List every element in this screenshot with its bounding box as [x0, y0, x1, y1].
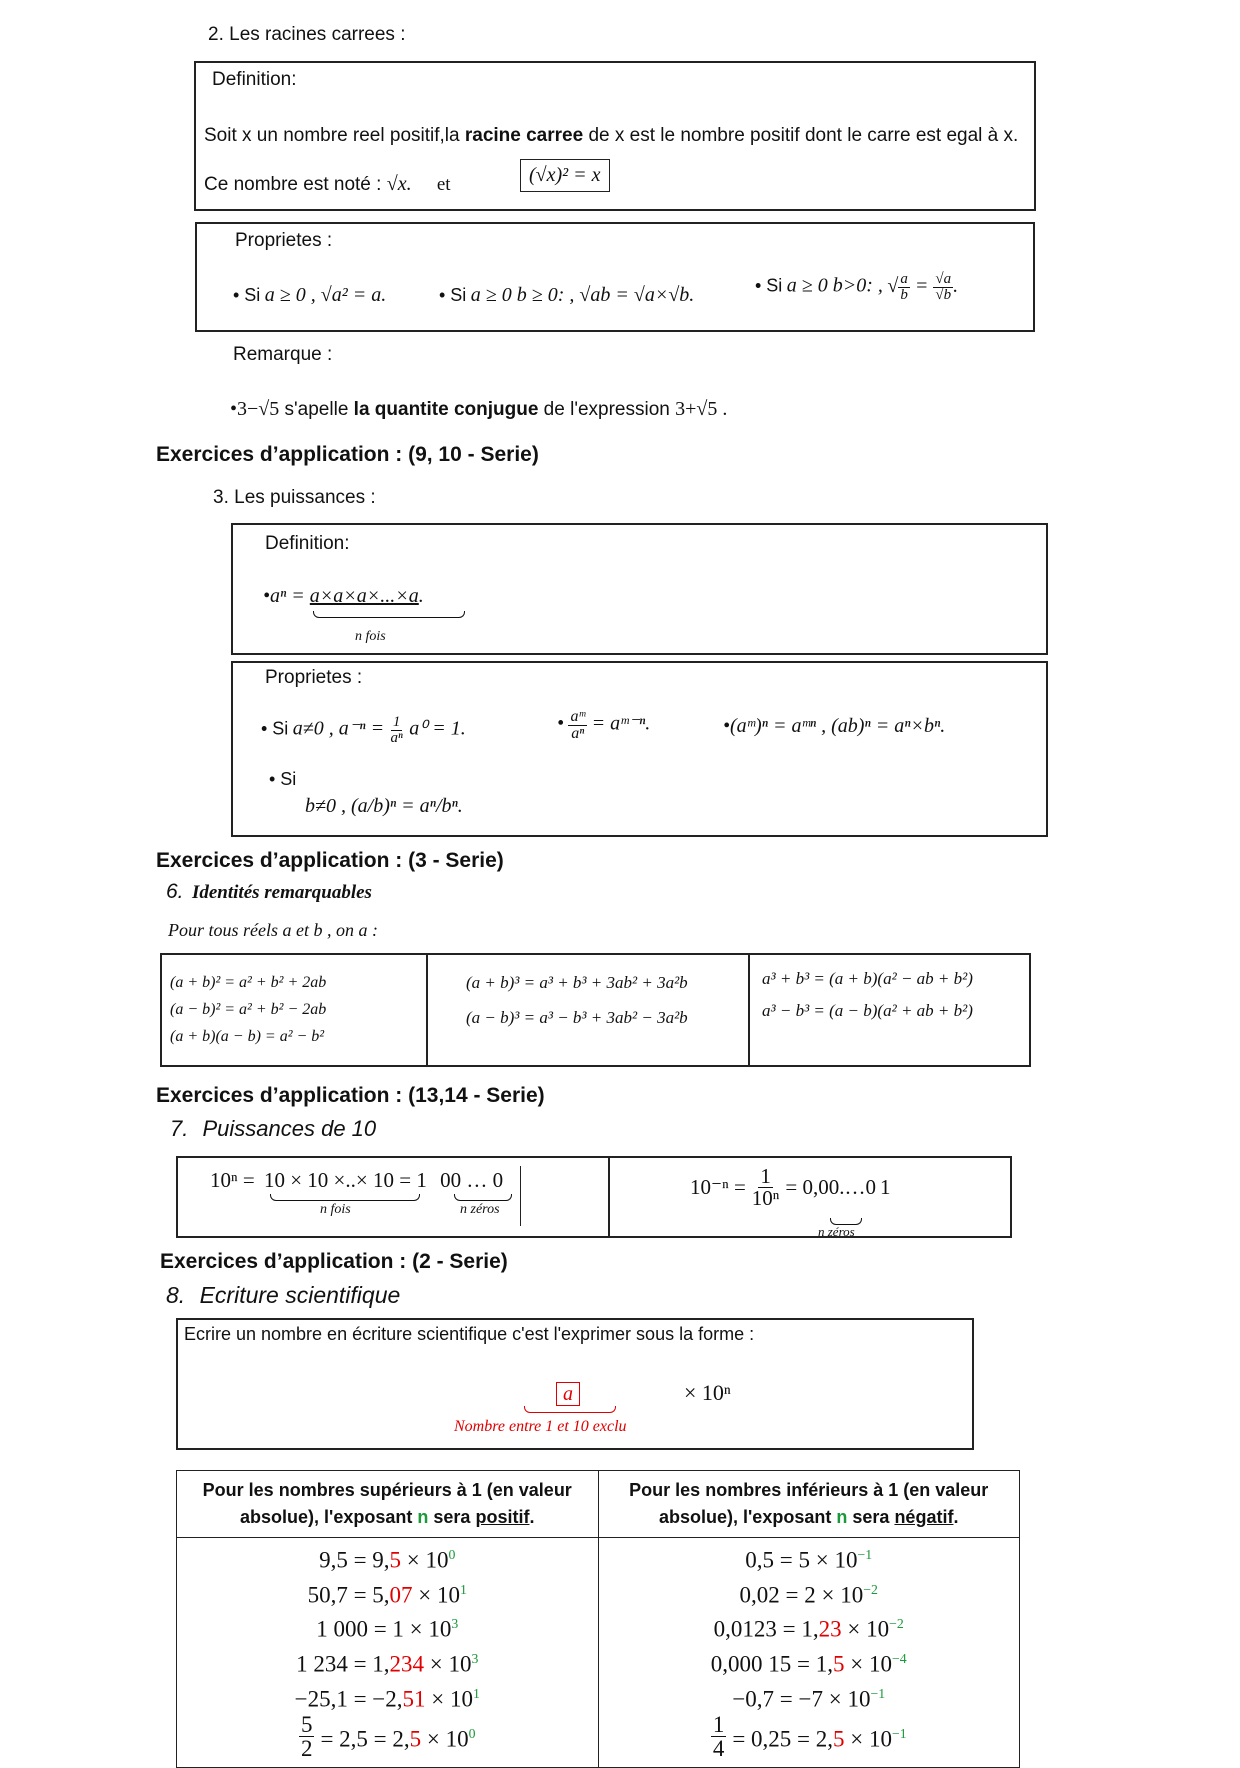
scientific-def-box — [176, 1318, 974, 1450]
a-label: Nombre entre 1 et 10 exclu — [454, 1418, 627, 1435]
example-row: 1 $000 = 1 \times 10^3$ — [316, 1616, 459, 1642]
exercise-ref-4: Exercices d’application : (2 - Serie) — [160, 1250, 508, 1273]
property-3 — [755, 272, 958, 303]
scientific-examples-table — [176, 1470, 1020, 1768]
example-row: $0,5 = 5 \times 10^{-1}$ — [745, 1547, 873, 1573]
pp2-tail: = aᵐ⁻ⁿ. — [591, 712, 651, 735]
properties-label: Proprietes : — [235, 230, 333, 251]
a-brace — [524, 1406, 616, 1413]
properties-box-powers — [231, 661, 1048, 837]
sec8-num: 8. — [166, 1282, 186, 1308]
p10-divider — [608, 1158, 610, 1236]
identities-col-2 — [466, 965, 688, 1035]
pp1-num: 1 — [392, 714, 401, 730]
definition-label: Definition: — [212, 69, 297, 90]
p10-inner-rule — [520, 1166, 521, 1226]
power-property-2 — [557, 709, 650, 742]
note-symbol: √x. — [386, 173, 412, 195]
example-row: $9,5 = 9,5 \times 10^0$ — [319, 1547, 456, 1573]
p10-left-eq: = 1 — [399, 1168, 427, 1192]
p10-right-zeros: …0 — [844, 1175, 877, 1199]
head-left-tail: sera — [433, 1507, 471, 1527]
example-row: 1 $234 = 1,234 \times 10^3$ — [296, 1650, 479, 1677]
example-row: 0,000 $15 = 1,5 \times 10^{-4}$ — [710, 1650, 907, 1677]
identity-row: (a − b)² = a² + b² − 2ab — [170, 1001, 327, 1018]
power-property-1 — [261, 715, 466, 746]
definition-text — [204, 125, 1018, 147]
brace-label: n fois — [355, 629, 386, 644]
definition-label-powers: Definition: — [265, 533, 350, 554]
rem-expr-2: 3+√5 . — [675, 398, 728, 420]
p10-lab1: n fois — [320, 1202, 351, 1217]
example-row: $-25,1 = -2,51 \times 10^1$ — [294, 1685, 480, 1712]
identities-col-3 — [762, 963, 973, 1027]
rem-pre: s'apelle — [279, 399, 354, 420]
power-def-lhs: •aⁿ = — [263, 585, 305, 607]
identity-row: (a − b)³ = a³ − b³ + 3ab² − 3a²b — [466, 1008, 688, 1027]
scientific-intro: Ecrire un nombre en écriture scientifique c'est l'exprimer sous la forme : — [184, 1324, 755, 1344]
identity-row: a³ + b³ = (a + b)(a² − ab + b²) — [762, 969, 973, 988]
power-def-formula: •aⁿ = a×a×a×...×a. — [263, 585, 424, 607]
exercise-ref-2: Exercices d’application : (3 - Serie) — [156, 849, 504, 872]
pp4-si: • Si — [269, 769, 297, 789]
rem-bold: la quantite conjugue — [353, 399, 539, 420]
properties-label-powers: Proprietes : — [265, 667, 363, 688]
p2-formula: a ≥ 0 b ≥ 0: , √ab = √a×√b. — [470, 284, 695, 306]
p10-brace-1 — [270, 1194, 420, 1201]
example-row: $0,02 = 2 \times 10^{-2}$ — [739, 1581, 878, 1608]
note-et: et — [436, 174, 451, 195]
pp1-tail: a⁰ = 1. — [409, 717, 466, 740]
def-text-bold: racine carree — [464, 125, 584, 146]
pp2-bullet: • — [557, 712, 565, 735]
note-line — [204, 173, 451, 196]
def-text-post: de x est le nombre positif dont le carre est egal à x. — [583, 125, 1019, 146]
p10-right-tail: 1 — [880, 1175, 891, 1199]
power-property-3: •(aᵐ)ⁿ = aᵐⁿ , (ab)ⁿ = aⁿ×bⁿ. — [723, 715, 946, 737]
p2-si: • Si — [439, 285, 467, 305]
p10-right-num: 1 — [760, 1164, 771, 1188]
p10-left-prod: 10 × 10 ×..× 10 — [263, 1168, 394, 1192]
powers-of-ten-box — [176, 1156, 1012, 1238]
p10-right-lab: n zéros — [818, 1224, 855, 1239]
pp2-frac — [568, 709, 587, 742]
properties-box-roots — [195, 222, 1035, 332]
sec8-title: Ecriture scientifique — [199, 1282, 401, 1308]
head-right-underlined: négatif — [894, 1507, 954, 1527]
section-6-title — [166, 880, 372, 904]
sec7-title: Puissances de 10 — [202, 1116, 377, 1141]
identities-intro: Pour tous réels a et b , on a : — [168, 920, 378, 940]
rem-expr-1: •3−√5 — [230, 398, 280, 420]
identity-row: (a + b)³ = a³ + b³ + 3ab² + 3a²b — [466, 973, 688, 992]
property-1 — [233, 284, 386, 307]
example-row: $0,0123 = 1,23 \times 10^{-2}$ — [713, 1616, 904, 1642]
sec6-title: Identités remarquables — [191, 882, 372, 903]
exercise-ref-3: Exercices d’application : (13,14 - Serie) — [156, 1084, 545, 1107]
head-left-underlined: positif — [475, 1507, 530, 1527]
sec7-num: 7. — [170, 1116, 189, 1141]
rem-post: de l'expression — [538, 399, 676, 420]
col-divider-2 — [748, 955, 750, 1065]
p10-lab2: n zéros — [460, 1202, 500, 1217]
header-right: Pour les nombres inférieurs à 1 (en valeur absolue), l'exposant n sera négatif. — [598, 1471, 1020, 1538]
head-right-n: n — [836, 1507, 848, 1527]
remark-text — [230, 398, 727, 421]
property-2 — [439, 284, 694, 307]
p1-formula: a ≥ 0 , √a² = a. — [264, 284, 387, 306]
definition-box-powers — [231, 523, 1048, 655]
example-row: $-0,7 = -7 \times 10^{-1}$ — [732, 1685, 886, 1712]
header-left: Pour les nombres supérieurs à 1 (en valeur absolue), l'exposant n sera positif. — [177, 1471, 599, 1538]
head-left-text: Pour les nombres supérieurs à 1 (en valeur absolue), l'exposant — [202, 1480, 572, 1527]
section-7-title — [170, 1116, 376, 1142]
p3-formula: a ≥ 0 b>0: , — [786, 274, 883, 297]
definition-box-roots — [194, 61, 1036, 211]
example-row-fraction: $\frac{5}{2}$ = $2,5 = 2,5 \times 10^0$ — [300, 1712, 476, 1762]
def-text-pre: Soit x un nombre reel positif,la — [204, 125, 465, 146]
head-right-tail: sera — [852, 1507, 890, 1527]
pp1-den: aⁿ — [390, 730, 403, 746]
exercise-ref-1: Exercices d’application : (9, 10 - Serie) — [156, 443, 539, 466]
note-text: Ce nombre est noté : — [204, 174, 382, 195]
pp2-den: aⁿ — [571, 725, 585, 742]
head-right-text: Pour les nombres inférieurs à 1 (en valeur absolue), l'exposant — [629, 1480, 989, 1527]
identity-row: a³ − b³ = (a − b)(a² + ab + b²) — [762, 1001, 973, 1020]
p3-sqrt-fraction: √ $\frac{a}{b}$ = $\frac{√a}{√b}$ . — [887, 271, 959, 303]
times-ten-n: × 10ⁿ — [684, 1380, 731, 1405]
p10-left-lhs: 10ⁿ = — [210, 1168, 255, 1192]
col-divider-1 — [426, 955, 428, 1065]
p10-left-formula — [210, 1168, 503, 1193]
sec6-num: 6. — [166, 880, 184, 903]
p10-left-zeros: 00 … 0 — [440, 1168, 504, 1192]
p1-si: • Si — [233, 285, 261, 305]
p3-si: • Si — [755, 275, 783, 296]
pp1-si: • Si — [261, 718, 289, 739]
identity-row: (a + b)² = a² + b² + 2ab — [170, 974, 327, 991]
p10-right-den: 10ⁿ — [751, 1186, 780, 1210]
remark-label: Remarque : — [233, 344, 333, 365]
p10-right-formula — [690, 1166, 891, 1209]
section-3-title: 3. Les puissances : — [213, 487, 376, 508]
power-property-4: b≠0 , (a/b)ⁿ = aⁿ/bⁿ. — [305, 795, 463, 817]
identities-col-1 — [170, 969, 326, 1050]
p10-right-eq: = 0,00. — [785, 1175, 845, 1199]
section-2-title: 2. Les racines carrees : — [208, 24, 406, 45]
a-box: a — [556, 1382, 580, 1406]
boxed-formula: (√x)² = x — [520, 159, 610, 192]
examples-left — [177, 1538, 599, 1768]
examples-right — [598, 1538, 1020, 1768]
identities-table — [160, 953, 1031, 1067]
example-row: $50,7 = 5,07 \times 10^1$ — [307, 1581, 467, 1608]
identity-row: (a + b)(a − b) = a² − b² — [170, 1028, 325, 1045]
pp1-formula: a≠0 , a⁻ⁿ = — [292, 717, 385, 740]
underbrace — [313, 611, 465, 618]
p10-brace-2 — [454, 1194, 512, 1201]
power-def-rhs: a×a×a×...×a — [309, 585, 419, 607]
p10-right-frac — [750, 1166, 782, 1209]
section-8-title — [166, 1282, 400, 1309]
p10-right-lhs: 10⁻ⁿ = — [690, 1175, 746, 1199]
head-left-n: n — [417, 1507, 429, 1527]
pp1-frac — [389, 715, 405, 746]
pp2-num: aᵐ — [570, 708, 586, 725]
example-row-fraction: $\frac{1}{4}$ = $0,25 = 2,5 \times 10^{-1}$ — [712, 1712, 907, 1762]
